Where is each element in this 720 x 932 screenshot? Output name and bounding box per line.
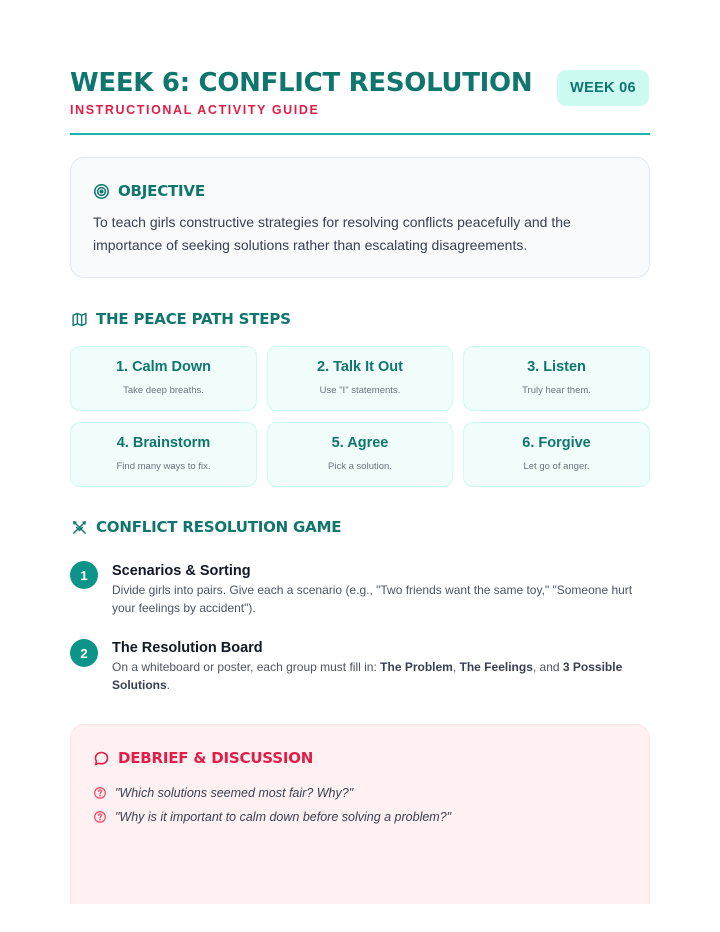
map-icon [71, 311, 88, 328]
step-card-agree [267, 422, 453, 487]
desc-bold-feelings: The Feelings [459, 660, 533, 674]
game-item-description [112, 659, 652, 694]
debrief-heading [93, 749, 313, 767]
step-description: Truly hear them. [522, 385, 591, 396]
step-card-talk-it-out [267, 346, 453, 411]
debrief-heading-text: DEBRIEF & DISCUSSION [118, 749, 314, 767]
step-number-badge: 2 [70, 639, 98, 667]
step-title: 2. Talk It Out [317, 359, 403, 375]
debrief-card [70, 724, 650, 904]
step-card-forgive [463, 422, 650, 487]
peace-path-heading-text: THE PEACE PATH STEPS [96, 310, 291, 328]
step-card-listen [463, 346, 650, 411]
step-description: Take deep breaths. [123, 385, 204, 396]
objective-card [70, 157, 650, 278]
step-title: 6. Forgive [522, 435, 591, 451]
desc-end: . [166, 677, 171, 692]
desc-bold-problem: The Problem [380, 660, 453, 674]
objective-heading [93, 182, 205, 200]
game-item-title: Scenarios & Sorting [112, 563, 251, 579]
chat-bubble-icon [93, 750, 110, 767]
debrief-question [93, 810, 451, 824]
debrief-question [93, 786, 353, 800]
swords-icon [71, 519, 88, 536]
objective-heading-text: OBJECTIVE [118, 182, 205, 200]
question-circle-icon [93, 810, 107, 824]
game-item-description: Divide girls into pairs. Give each a scenario (e.g., "Two friends want the same toy," "Someone hurt your feelings by accident"). [112, 583, 633, 615]
step-card-calm-down [70, 346, 257, 411]
question-circle-icon [93, 786, 107, 800]
step-number-badge: 1 [70, 561, 98, 589]
target-icon [93, 183, 110, 200]
step-title: 4. Brainstorm [116, 435, 211, 451]
objective-text: To teach girls constructive strategies for resolving conflicts peacefully and the importance of seeking solutions rather than escalating disagreements. [93, 214, 571, 253]
desc-bold-solutions: 3 Possible Solutions [112, 660, 623, 692]
step-card-brainstorm [70, 422, 257, 487]
week-badge: WEEK 06 [557, 70, 649, 106]
step-title: 1. Calm Down [115, 359, 212, 375]
step-description: Find many ways to fix. [116, 461, 211, 472]
peace-path-heading [71, 310, 291, 328]
step-title: 3. Listen [527, 359, 586, 375]
debrief-question-text: "Which solutions seemed most fair? Why?" [115, 786, 354, 800]
game-heading [71, 518, 341, 536]
step-title: 5. Agree [331, 435, 389, 451]
desc-separator: , and [532, 660, 563, 674]
desc-text: On a whiteboard or poster, each group must fill in: [112, 660, 381, 674]
desc-separator: , [452, 660, 460, 674]
header-divider [70, 133, 650, 135]
game-item-title: The Resolution Board [112, 640, 263, 656]
step-description: Use "I" statements. [319, 385, 401, 396]
page-subtitle: INSTRUCTIONAL ACTIVITY GUIDE [70, 103, 320, 117]
step-description: Pick a solution. [328, 461, 392, 472]
debrief-question-text: "Why is it important to calm down before solving a problem?" [115, 810, 452, 824]
step-description: Let go of anger. [523, 461, 590, 472]
game-heading-text: CONFLICT RESOLUTION GAME [96, 518, 342, 536]
page-title: WEEK 6: CONFLICT RESOLUTION [70, 68, 533, 98]
